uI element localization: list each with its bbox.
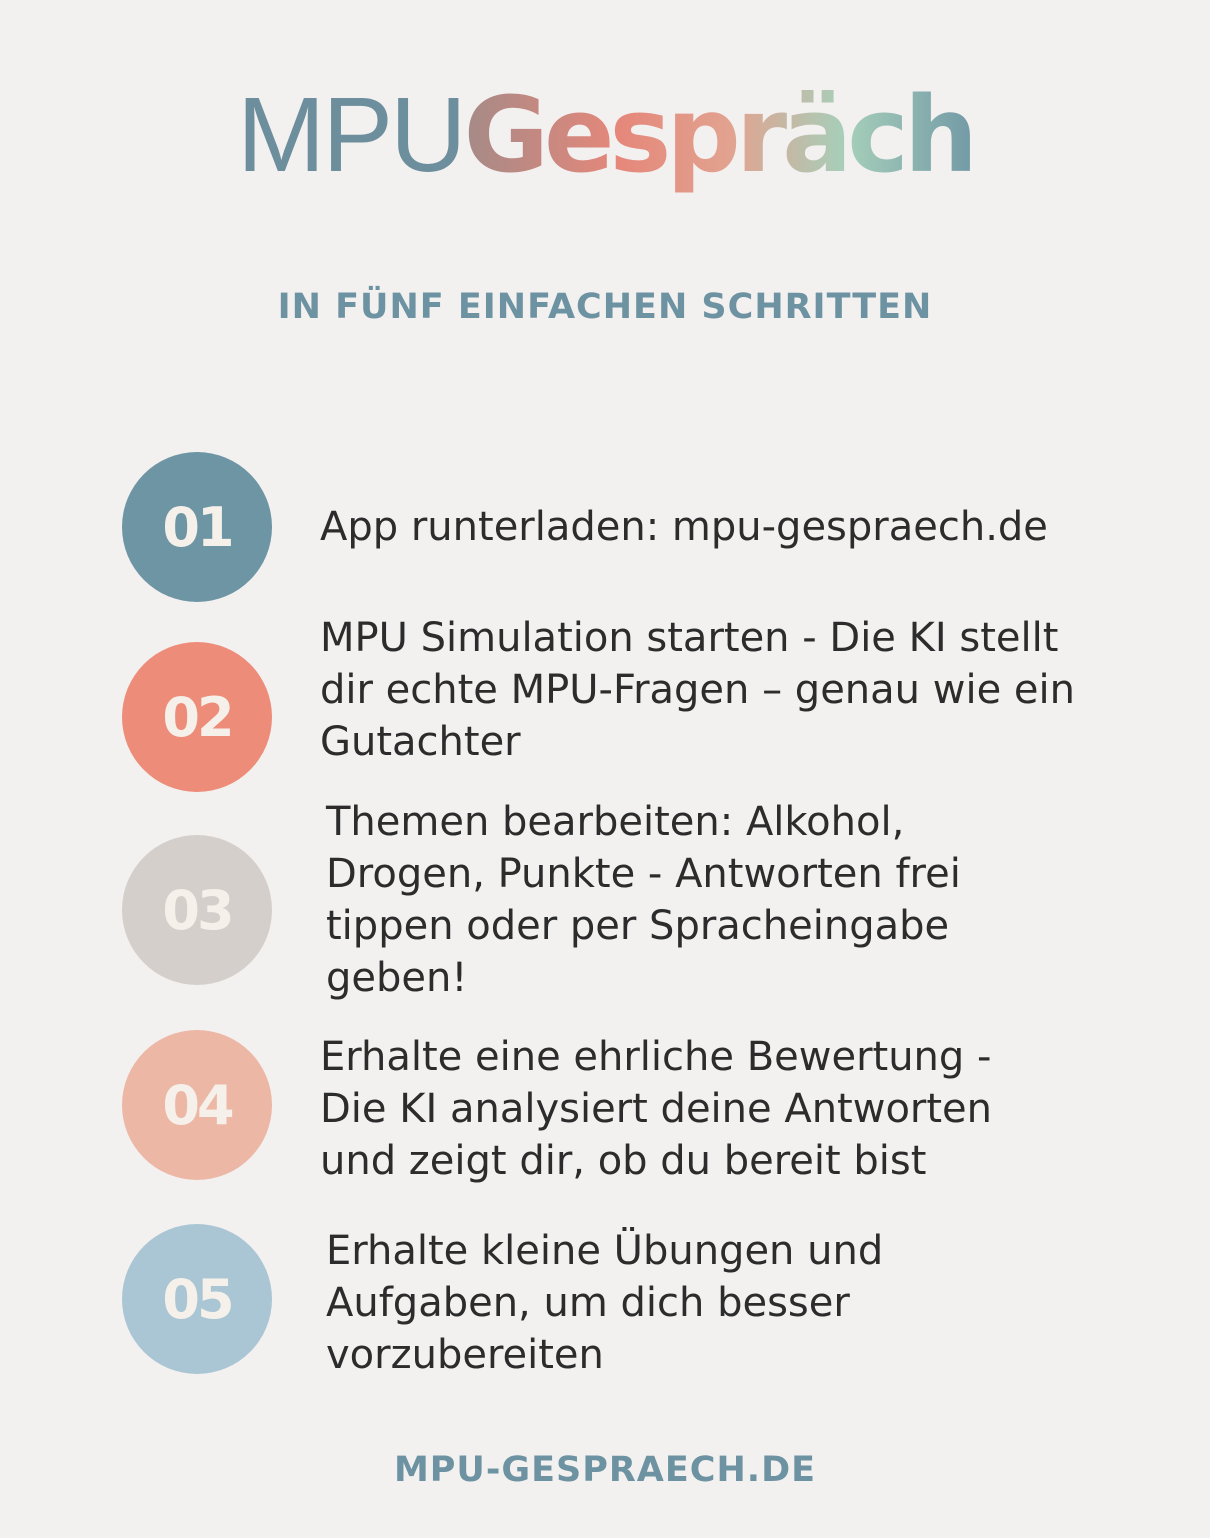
- step-number-badge: [122, 452, 272, 602]
- step-text: [326, 796, 961, 1004]
- step-number: 02: [162, 685, 232, 749]
- step-text: [326, 1225, 883, 1381]
- step-line: Erhalte kleine Übungen und: [326, 1228, 884, 1274]
- step-number-badge: [122, 835, 272, 985]
- step-line: Drogen, Punkte - Antworten frei: [326, 851, 961, 897]
- step-line: MPU Simulation starten - Die KI stellt: [320, 615, 1059, 661]
- step-number: 01: [162, 495, 232, 559]
- step-number: 03: [162, 878, 232, 942]
- logo-bold-text: Gespräch: [463, 74, 973, 196]
- logo-light-text: MPU: [237, 76, 464, 194]
- step-number: 04: [162, 1073, 232, 1137]
- brand-logo: [0, 74, 1210, 196]
- step-text: [320, 1031, 992, 1187]
- step-line: und zeigt dir, ob du bereit bist: [320, 1138, 927, 1184]
- step-line: Themen bearbeiten: Alkohol,: [326, 799, 905, 845]
- step-text: [320, 612, 1075, 768]
- step-number-badge: [122, 1030, 272, 1180]
- subtitle: IN FÜNF EINFACHEN SCHRITTEN: [277, 287, 933, 327]
- step-number: 05: [162, 1267, 232, 1331]
- step-line: tippen oder per Spracheingabe: [326, 903, 950, 949]
- step-line: Erhalte eine ehrliche Bewertung -: [320, 1034, 992, 1080]
- step-text: [320, 501, 1048, 553]
- step-line: geben!: [326, 955, 468, 1001]
- footer-website: MPU-GESPRAECH.DE: [393, 1450, 817, 1490]
- step-number-badge: [122, 1224, 272, 1374]
- step-line: App runterladen: mpu-gespraech.de: [320, 504, 1048, 550]
- step-number-badge: [122, 642, 272, 792]
- step-line: vorzubereiten: [326, 1332, 604, 1378]
- step-line: dir echte MPU-Fragen – genau wie ein: [320, 667, 1075, 713]
- step-line: Aufgaben, um dich besser: [326, 1280, 850, 1326]
- step-line: Die KI analysiert deine Antworten: [320, 1086, 993, 1132]
- step-line: Gutachter: [320, 719, 521, 765]
